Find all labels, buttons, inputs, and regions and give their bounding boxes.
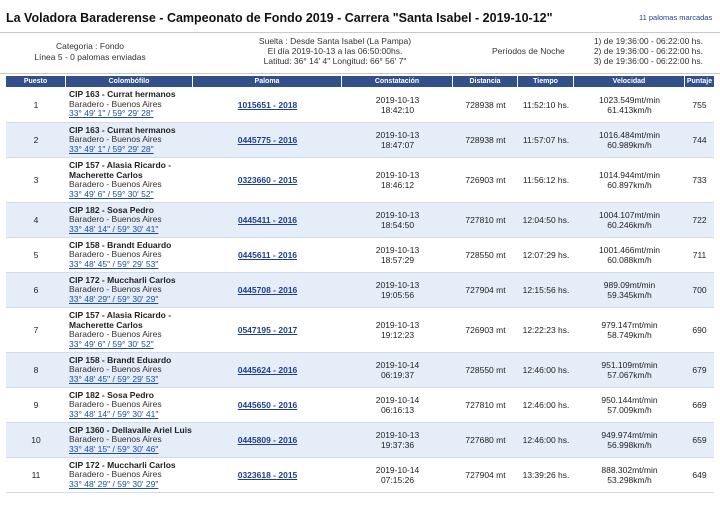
speed-mt-min: 951.109mt/min xyxy=(601,360,658,370)
cell-velocidad xyxy=(574,465,685,485)
speed-mt-min: 950.144mt/min xyxy=(601,395,658,405)
table-row xyxy=(6,458,714,493)
cell-velocidad xyxy=(574,130,685,150)
cell-constatacion xyxy=(342,465,453,485)
fancier-location: Baradero - Buenos Aires xyxy=(69,214,162,225)
table-row xyxy=(6,238,714,273)
pigeon-ring-link[interactable]: 0445708 - 2016 xyxy=(237,285,298,295)
cell-velocidad xyxy=(574,430,685,450)
cell-constatacion xyxy=(342,395,453,415)
fancier-coordinates-link[interactable]: 33° 48' 14" / 59° 30' 41" xyxy=(69,223,159,234)
cell-distancia: 728550 mt xyxy=(465,365,506,375)
header-paloma[interactable]: Paloma xyxy=(193,76,342,87)
fancier-location: Baradero - Buenos Aires xyxy=(69,249,162,260)
table-body xyxy=(6,87,714,493)
cell-paloma xyxy=(193,470,342,480)
cell-puntaje: 722 xyxy=(692,215,707,225)
launch-time: El día 2019-10-13 a las 06:50:00hs. xyxy=(267,46,403,56)
header-colombofilo[interactable]: Colombófilo xyxy=(66,76,193,87)
table-row xyxy=(6,203,714,238)
cell-velocidad xyxy=(574,210,685,230)
cell-puesto: 3 xyxy=(33,175,39,185)
pigeon-ring-link[interactable]: 0323618 - 2015 xyxy=(237,470,298,480)
cell-paloma xyxy=(193,250,342,260)
speed-km-h: 60.897km/h xyxy=(607,180,652,190)
night-periods-list xyxy=(560,36,703,66)
arrival-date: 2019-10-13 xyxy=(375,210,420,220)
arrival-time: 18:57:29 xyxy=(380,255,415,265)
speed-mt-min: 979.147mt/min xyxy=(601,320,658,330)
arrival-time: 19:12:23 xyxy=(380,330,415,340)
cell-velocidad xyxy=(574,170,685,190)
fancier-coordinates-link[interactable]: 33° 48' 45" / 59° 29' 53" xyxy=(69,373,159,384)
cell-constatacion xyxy=(342,320,453,340)
cell-puntaje: 690 xyxy=(692,325,707,335)
fancier-name: CIP 157 - Alasia Ricardo - Macherette Carlos xyxy=(69,310,172,330)
speed-mt-min: 1014.944mt/min xyxy=(599,170,660,180)
cell-constatacion xyxy=(342,95,453,115)
arrival-date: 2019-10-13 xyxy=(375,170,420,180)
fancier-location: Baradero - Buenos Aires xyxy=(69,134,162,145)
speed-km-h: 58.749km/h xyxy=(607,330,652,340)
cell-colombofilo xyxy=(66,311,193,349)
cell-puntaje: 755 xyxy=(692,99,707,110)
speed-mt-min: 888.302mt/min xyxy=(601,465,658,475)
arrival-date: 2019-10-13 xyxy=(375,94,420,105)
arrival-time: 06:16:13 xyxy=(380,405,415,415)
cell-tiempo: 12:46:00 hs. xyxy=(522,400,570,410)
arrival-date: 2019-10-14 xyxy=(375,395,420,405)
arrival-time: 19:05:56 xyxy=(380,290,415,300)
pigeon-ring-link[interactable]: 0547195 - 2017 xyxy=(237,325,298,335)
cell-puesto: 11 xyxy=(31,470,41,480)
cell-tiempo: 12:46:00 hs. xyxy=(522,365,570,375)
page-title: La Voladora Baraderense - Campeonato de Fondo 2019 - Carrera "Santa Isabel - 2019-10-12" xyxy=(6,11,553,25)
speed-mt-min: 1023.549mt/min xyxy=(599,94,660,105)
marked-pigeons-badge[interactable]: 11 palomas marcadas xyxy=(639,13,713,22)
fancier-name: CIP 182 - Sosa Pedro xyxy=(69,389,154,400)
arrival-date: 2019-10-13 xyxy=(375,280,420,290)
cell-constatacion xyxy=(342,170,453,190)
fancier-coordinates-link[interactable]: 33° 48' 15" / 59° 30' 46" xyxy=(69,443,159,454)
cell-paloma xyxy=(193,365,342,375)
fancier-name: CIP 172 - Muccharli Carlos xyxy=(69,274,176,285)
cell-constatacion xyxy=(342,245,453,265)
line-label: Línea 5 - 0 palomas enviadas xyxy=(34,52,146,62)
night-period: 2) de 19:36:00 - 06:22:00 hs. xyxy=(593,46,703,56)
cell-velocidad xyxy=(574,360,685,380)
fancier-coordinates-link[interactable]: 33° 49' 1" / 59° 29' 28" xyxy=(69,108,154,119)
launch-coordinates: Latitud: 36° 14' 4" Longitud: 66° 56' 7" xyxy=(263,56,407,66)
arrival-time: 18:46:12 xyxy=(380,180,415,190)
header-distancia[interactable]: Distancia xyxy=(453,76,518,87)
table-row xyxy=(6,273,714,308)
pigeon-ring-link[interactable]: 0445809 - 2016 xyxy=(237,435,298,445)
cell-puntaje: 733 xyxy=(692,175,707,185)
pigeon-ring-link[interactable]: 0445650 - 2016 xyxy=(237,400,298,410)
cell-colombofilo xyxy=(66,426,193,455)
table-row xyxy=(6,388,714,423)
cell-distancia: 727904 mt xyxy=(465,285,506,295)
arrival-time: 18:42:10 xyxy=(380,104,415,115)
cell-tiempo: 11:52:10 hs. xyxy=(522,99,570,110)
arrival-date: 2019-10-13 xyxy=(375,320,420,330)
speed-mt-min: 1001.466mt/min xyxy=(599,245,660,255)
cell-paloma xyxy=(193,285,342,295)
speed-mt-min: 1004.107mt/min xyxy=(599,210,660,220)
night-period: 1) de 19:36:00 - 06:22:00 hs. xyxy=(593,36,703,46)
speed-km-h: 61.413km/h xyxy=(607,104,652,115)
table-header xyxy=(6,76,714,87)
cell-puesto: 4 xyxy=(33,215,39,225)
cell-colombofilo xyxy=(66,391,193,420)
pigeon-ring-link[interactable]: 0323660 - 2015 xyxy=(237,175,298,185)
fancier-coordinates-link[interactable]: 33° 48' 14" / 59° 30' 41" xyxy=(69,408,159,419)
speed-km-h: 57.067km/h xyxy=(607,370,652,380)
fancier-coordinates-link[interactable]: 33° 48' 29" / 59° 30' 29" xyxy=(69,293,159,304)
speed-km-h: 60.246km/h xyxy=(607,220,652,230)
cell-distancia: 726903 mt xyxy=(465,325,506,335)
cell-velocidad xyxy=(574,245,685,265)
fancier-location: Baradero - Buenos Aires xyxy=(69,364,162,375)
table-row xyxy=(6,423,714,458)
cell-constatacion xyxy=(342,430,453,450)
table-row xyxy=(6,353,714,388)
speed-km-h: 56.998km/h xyxy=(607,440,652,450)
cell-puntaje: 700 xyxy=(692,285,707,295)
cell-tiempo: 13:39:26 hs. xyxy=(522,470,570,480)
cell-distancia: 727810 mt xyxy=(465,215,506,225)
speed-mt-min: 989.09mt/min xyxy=(603,280,656,290)
fancier-coordinates-link[interactable]: 33° 48' 29" / 59° 30' 29" xyxy=(69,478,159,489)
table-row xyxy=(6,87,714,123)
category-label: Categoria : Fondo xyxy=(55,41,125,51)
fancier-name: CIP 157 - Alasia Ricardo - Macherette Carlos xyxy=(69,160,172,180)
header-tiempo[interactable]: Tiempo xyxy=(518,76,574,87)
cell-paloma xyxy=(193,215,342,225)
cell-paloma xyxy=(193,135,342,145)
cell-constatacion xyxy=(342,210,453,230)
fancier-name: CIP 158 - Brandt Eduardo xyxy=(69,239,172,250)
category-block xyxy=(30,41,150,63)
cell-colombofilo xyxy=(66,90,193,119)
cell-velocidad xyxy=(574,320,685,340)
fancier-coordinates-link[interactable]: 33° 48' 45" / 59° 29' 53" xyxy=(69,258,159,269)
header-velocidad[interactable]: Velocidad xyxy=(574,76,685,87)
cell-paloma xyxy=(193,400,342,410)
fancier-location: Baradero - Buenos Aires xyxy=(69,434,162,445)
cell-puntaje: 711 xyxy=(692,250,707,260)
cell-distancia: 728938 mt xyxy=(465,99,506,110)
fancier-name: CIP 163 - Currat hermanos xyxy=(69,89,176,100)
cell-paloma xyxy=(193,325,342,335)
fancier-name: CIP 1360 - Dellavalle Ariel Luis xyxy=(69,424,192,435)
cell-constatacion xyxy=(342,280,453,300)
cell-colombofilo xyxy=(66,161,193,199)
cell-colombofilo xyxy=(66,206,193,235)
cell-colombofilo xyxy=(66,126,193,155)
cell-puesto: 8 xyxy=(33,365,39,375)
speed-km-h: 60.989km/h xyxy=(607,140,652,150)
pigeon-ring-link[interactable]: 0445411 - 2016 xyxy=(237,215,298,225)
cell-puesto: 6 xyxy=(33,285,39,295)
cell-colombofilo xyxy=(66,461,193,490)
fancier-location: Baradero - Buenos Aires xyxy=(69,179,162,189)
race-info-panel xyxy=(0,32,720,74)
cell-colombofilo xyxy=(66,356,193,385)
cell-distancia: 728550 mt xyxy=(465,250,506,260)
results-table xyxy=(6,76,714,493)
arrival-time: 18:47:07 xyxy=(380,140,415,150)
arrival-date: 2019-10-14 xyxy=(375,360,420,370)
fancier-location: Baradero - Buenos Aires xyxy=(69,469,162,480)
cell-tiempo: 12:15:56 hs. xyxy=(522,285,570,295)
cell-distancia: 727680 mt xyxy=(465,435,506,445)
cell-paloma xyxy=(193,435,342,445)
header-puesto[interactable]: Puesto xyxy=(6,76,66,87)
cell-puntaje: 659 xyxy=(692,435,707,445)
cell-tiempo: 12:22:23 hs. xyxy=(522,325,570,335)
fancier-name: CIP 163 - Currat hermanos xyxy=(69,124,176,135)
cell-velocidad xyxy=(574,280,685,300)
arrival-time: 06:19:37 xyxy=(380,370,415,380)
cell-tiempo: 12:07:29 hs. xyxy=(522,250,570,260)
arrival-date: 2019-10-13 xyxy=(375,430,420,440)
cell-colombofilo xyxy=(66,241,193,270)
cell-velocidad xyxy=(574,395,685,415)
launch-block xyxy=(240,36,430,66)
cell-distancia: 728938 mt xyxy=(465,135,506,145)
arrival-date: 2019-10-13 xyxy=(375,245,420,255)
arrival-time: 19:37:36 xyxy=(380,440,415,450)
fancier-coordinates-link[interactable]: 33° 49' 6" / 59° 30' 52" xyxy=(69,188,154,199)
table-row xyxy=(6,158,714,203)
cell-tiempo: 11:56:12 hs. xyxy=(522,175,570,185)
fancier-location: Baradero - Buenos Aires xyxy=(69,98,162,109)
night-periods-label: Períodos de Noche xyxy=(492,46,565,56)
pigeon-ring-link[interactable]: 0445611 - 2016 xyxy=(237,250,298,260)
fancier-name: CIP 182 - Sosa Pedro xyxy=(69,204,154,215)
pigeon-ring-link[interactable]: 0445624 - 2016 xyxy=(237,365,298,375)
speed-km-h: 59.345km/h xyxy=(607,290,652,300)
night-period: 3) de 19:36:00 - 06:22:00 hs. xyxy=(593,56,703,66)
cell-puesto: 10 xyxy=(31,435,41,445)
cell-paloma xyxy=(193,100,342,110)
cell-tiempo: 12:46:00 hs. xyxy=(522,435,570,445)
table-row xyxy=(6,308,714,353)
cell-puesto: 7 xyxy=(33,325,39,335)
pigeon-ring-link[interactable]: 1015651 - 2018 xyxy=(237,99,298,110)
cell-constatacion xyxy=(342,130,453,150)
fancier-name: CIP 172 - Muccharli Carlos xyxy=(69,459,176,470)
speed-mt-min: 949.974mt/min xyxy=(601,430,658,440)
fancier-location: Baradero - Buenos Aires xyxy=(69,329,162,339)
arrival-time: 18:54:50 xyxy=(380,220,415,230)
fancier-location: Baradero - Buenos Aires xyxy=(69,399,162,410)
fancier-location: Baradero - Buenos Aires xyxy=(69,284,162,295)
arrival-date: 2019-10-14 xyxy=(375,465,420,475)
header-puntaje[interactable]: Puntaje xyxy=(686,78,713,85)
cell-puntaje: 679 xyxy=(692,365,707,375)
cell-tiempo: 12:04:50 hs. xyxy=(522,215,570,225)
cell-puntaje: 649 xyxy=(692,470,707,480)
header-constatacion[interactable]: Constatación xyxy=(342,76,453,87)
arrival-date: 2019-10-13 xyxy=(375,130,420,140)
cell-puesto: 2 xyxy=(33,135,39,145)
speed-km-h: 53.298km/h xyxy=(607,475,652,485)
speed-mt-min: 1016.484mt/min xyxy=(599,130,660,140)
cell-puntaje: 744 xyxy=(692,135,707,145)
cell-tiempo: 11:57:07 hs. xyxy=(522,135,570,145)
cell-puesto: 9 xyxy=(33,400,39,410)
cell-colombofilo xyxy=(66,276,193,305)
fancier-coordinates-link[interactable]: 33° 49' 1" / 59° 29' 28" xyxy=(69,143,154,154)
table-row xyxy=(6,123,714,158)
fancier-name: CIP 158 - Brandt Eduardo xyxy=(69,354,172,365)
cell-distancia: 726903 mt xyxy=(465,175,506,185)
pigeon-ring-link[interactable]: 0445775 - 2016 xyxy=(237,135,298,145)
cell-distancia: 727810 mt xyxy=(465,400,506,410)
cell-distancia: 727904 mt xyxy=(465,470,506,480)
speed-km-h: 60.088km/h xyxy=(607,255,652,265)
cell-paloma xyxy=(193,175,342,185)
cell-constatacion xyxy=(342,360,453,380)
arrival-time: 07:15:26 xyxy=(380,475,415,485)
launch-place: Suelta : Desde Santa Isabel (La Pampa) xyxy=(258,36,412,46)
cell-puesto: 5 xyxy=(33,250,39,260)
speed-km-h: 57.009km/h xyxy=(607,405,652,415)
cell-puntaje: 669 xyxy=(692,400,707,410)
fancier-coordinates-link[interactable]: 33° 49' 6" / 59° 30' 52" xyxy=(69,338,154,349)
cell-velocidad xyxy=(574,95,685,115)
cell-puesto: 1 xyxy=(33,99,39,110)
